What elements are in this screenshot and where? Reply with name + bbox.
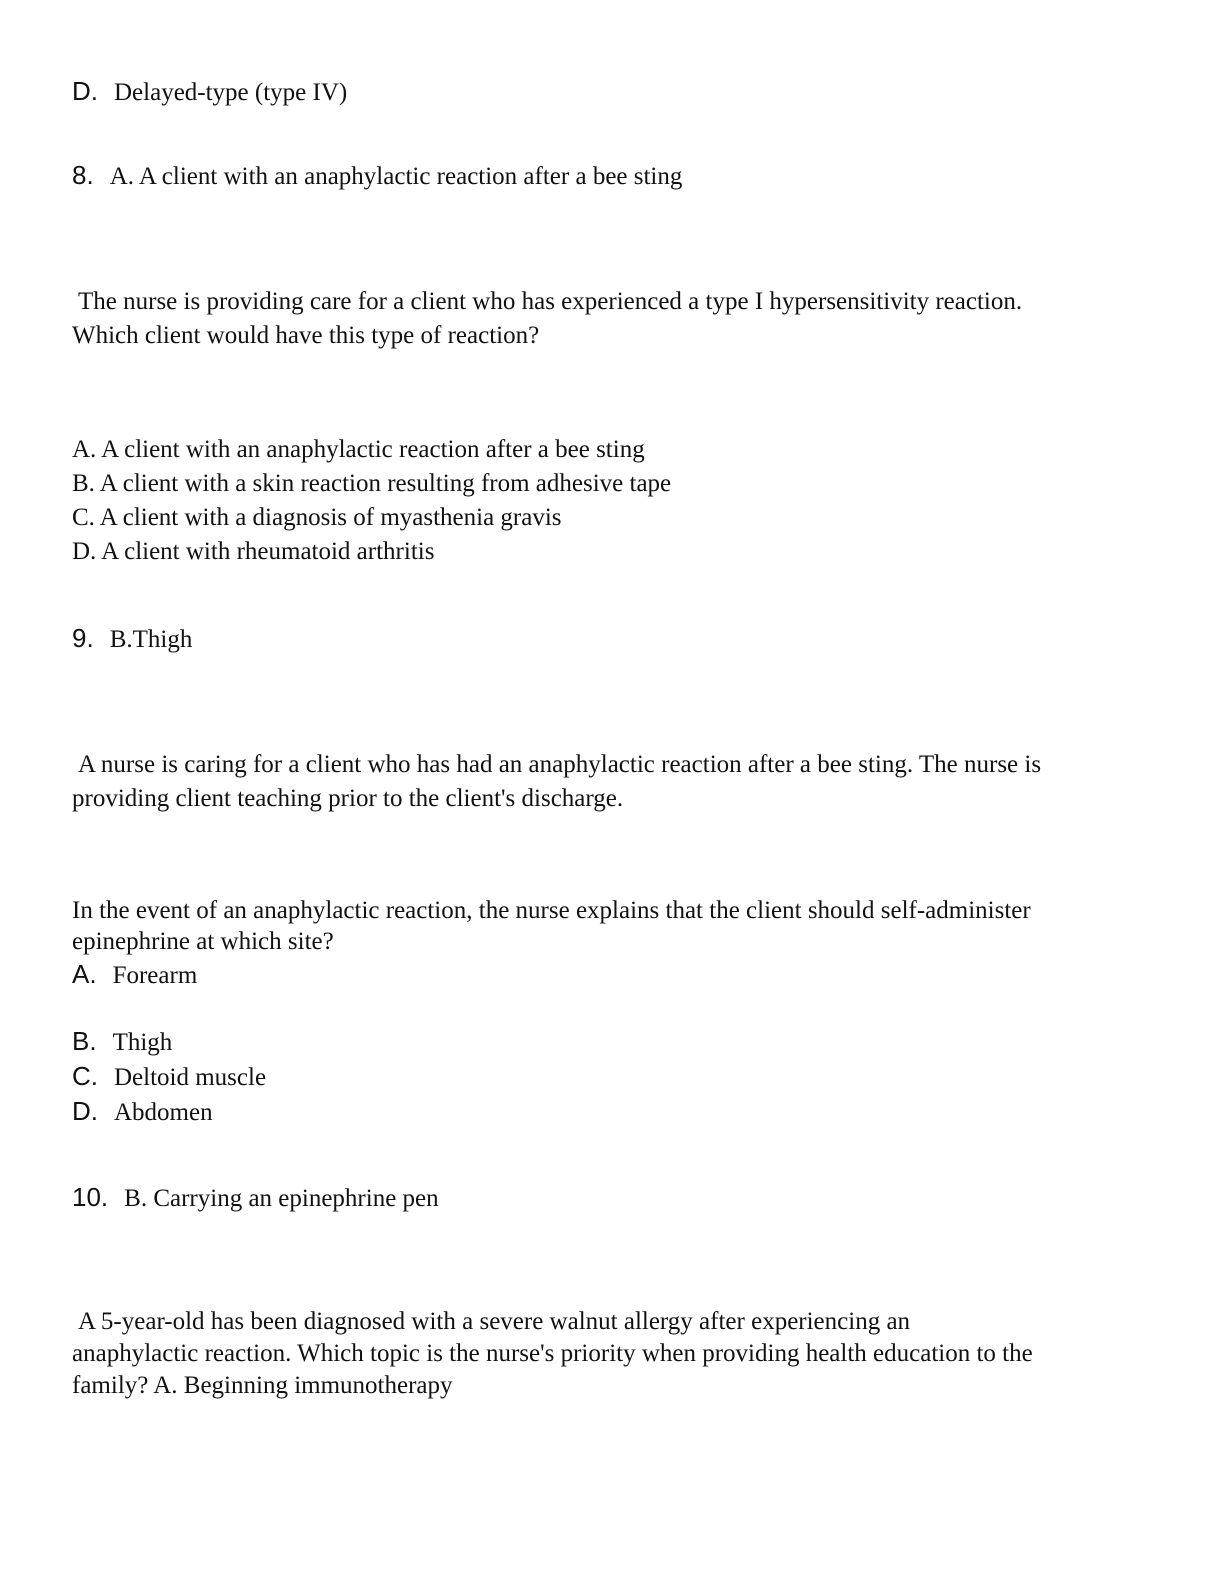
- option-text: Delayed-type (type IV): [114, 79, 348, 106]
- option-text: Abdomen: [114, 1099, 213, 1126]
- answer-10: [72, 1180, 439, 1216]
- answer-text: B. Carrying an epinephrine pen: [124, 1185, 439, 1212]
- question-9-stem: [72, 748, 1142, 816]
- question-8-options: [72, 433, 1142, 569]
- question-10-stem: [72, 1306, 1142, 1402]
- question-9-question: [72, 895, 1142, 957]
- option-c: C. A client with a diagnosis of myasthenia gravis: [72, 504, 562, 531]
- stem-line: A nurse is caring for a client who has had an anaphylactic reaction after a bee sting. The nurse is: [78, 751, 1042, 778]
- option-a: A. A client with an anaphylactic reaction after a bee sting: [72, 436, 645, 463]
- option-marker: C.: [72, 1061, 98, 1091]
- question-line: epinephrine at which site?: [72, 928, 334, 955]
- option-text: Forearm: [112, 962, 198, 989]
- question-number: 8.: [72, 160, 94, 190]
- option-d: D. A client with rheumatoid arthritis: [72, 538, 435, 565]
- stem-line: A 5-year-old has been diagnosed with a severe walnut allergy after experiencing an: [78, 1308, 911, 1335]
- option-a: [72, 957, 197, 993]
- option-marker: B.: [72, 1026, 97, 1056]
- stem-line: anaphylactic reaction. Which topic is the nurse's priority when providing health education to the: [72, 1340, 1033, 1367]
- stem-line: providing client teaching prior to the client's discharge.: [72, 785, 624, 812]
- question-number: 10.: [72, 1182, 109, 1212]
- answer-9: [72, 621, 192, 657]
- question-number: 9.: [72, 623, 94, 653]
- option-b: B. A client with a skin reaction resulting from adhesive tape: [72, 470, 672, 497]
- option-d: [72, 1094, 213, 1130]
- option-text: Thigh: [112, 1029, 173, 1056]
- question-8-stem: [72, 285, 1142, 353]
- answer-text: B.Thigh: [109, 626, 193, 653]
- answer-8: [72, 158, 682, 194]
- option-d-prev: [72, 74, 347, 110]
- stem-line: family? A. Beginning immunotherapy: [72, 1372, 453, 1399]
- answer-text: A. A client with an anaphylactic reaction after a bee sting: [109, 163, 683, 190]
- option-text: Deltoid muscle: [114, 1064, 267, 1091]
- option-marker: D.: [72, 76, 98, 106]
- stem-line: Which client would have this type of reaction?: [72, 322, 540, 349]
- option-b: [72, 1024, 172, 1060]
- option-c: [72, 1059, 266, 1095]
- question-line: In the event of an anaphylactic reaction, the nurse explains that the client should self-administer: [72, 897, 1031, 924]
- option-marker: D.: [72, 1096, 98, 1126]
- stem-line: The nurse is providing care for a client who has experienced a type I hypersensitivity reaction.: [78, 288, 1023, 315]
- option-marker: A.: [72, 959, 97, 989]
